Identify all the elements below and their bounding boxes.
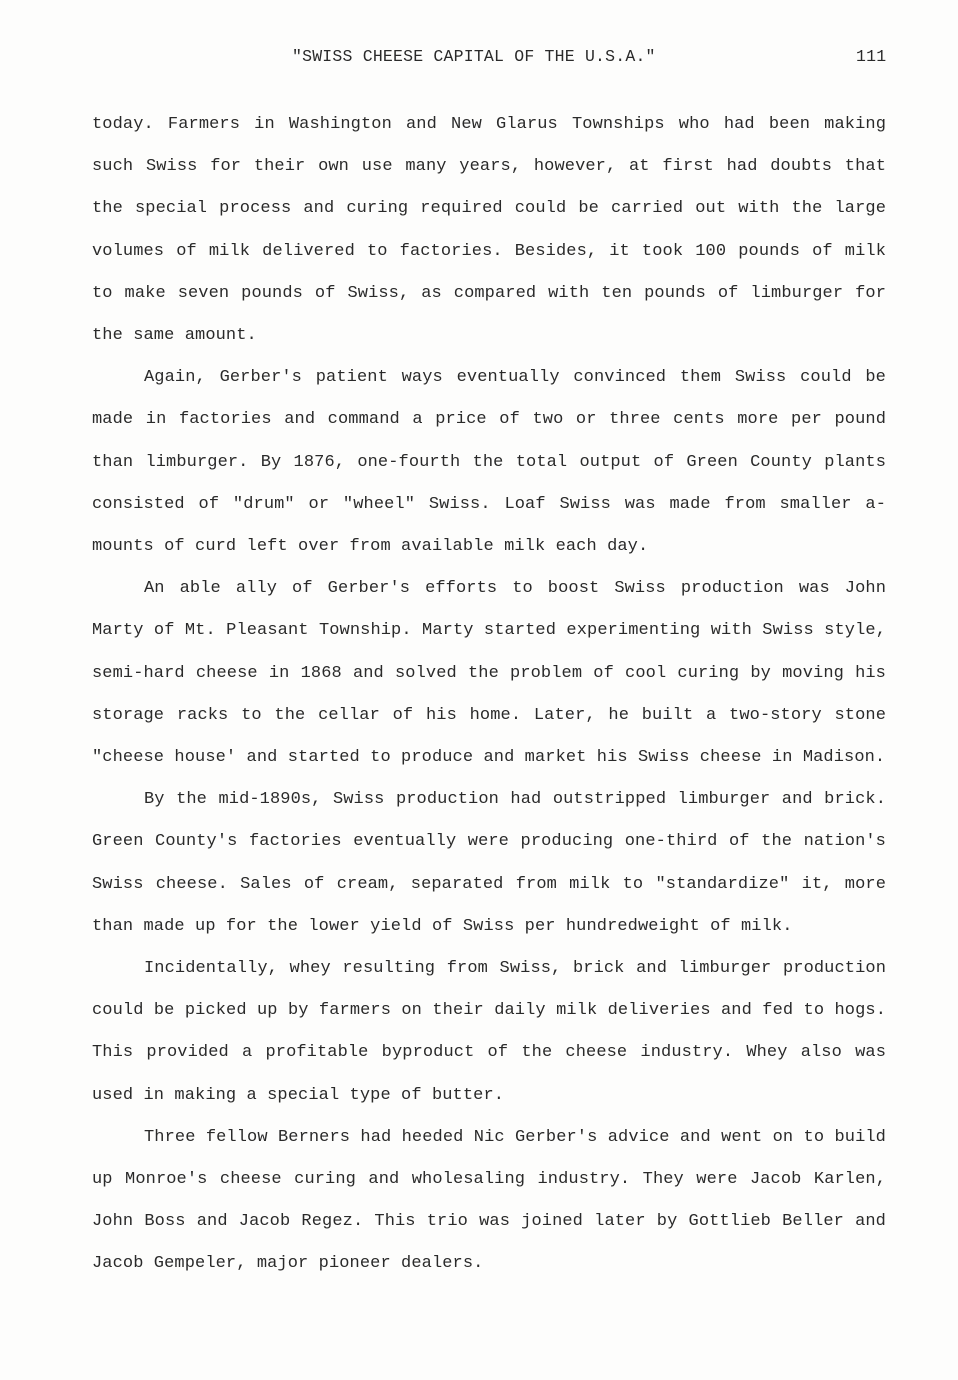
paragraph: Again, Gerber's patient ways eventually convinced them Swiss could be made in factories and command a price of two or three cents more per pound than limburger. By 1876, one-fourth the total output of Green County plants consisted of "drum" or "wheel" Swiss. Loaf Swiss was made from smaller a-mounts of curd left over from available milk each day. [92, 368, 886, 557]
paragraph: By the mid-1890s, Swiss production had outstripped limburger and brick. Green County's factories eventually were producing one-third of the nation's Swiss cheese. Sales of cream, separated from milk to "standardize" it, more than made up for the lower yield of Swiss per hundredweight of milk. [92, 790, 886, 936]
page-number: 111 [856, 47, 887, 66]
running-header [0, 47, 958, 71]
body-text [92, 104, 886, 1286]
paragraph: today. Farmers in Washington and New Glarus Townships who had been making such Swiss for their own use many years, however, at first had doubts that the special process and curing required could be carried out with the large volumes of milk delivered to factories. Besides, it took 100 pounds of milk to make seven pounds of Swiss, as compared with ten pounds of limburger for the same amount. [92, 115, 886, 346]
paragraph: Three fellow Berners had heeded Nic Gerber's advice and went on to build up Monroe's cheese curing and wholesaling industry. They were Jacob Karlen, John Boss and Jacob Regez. This trio was joined later by Gottlieb Beller and Jacob Gempeler, major pioneer dealers. [92, 1127, 886, 1274]
paragraph: An able ally of Gerber's efforts to boost Swiss production was John Marty of Mt. Pleasant Township. Marty started experimenting with Swiss style, semi-hard cheese in 1868 and solved the problem of cool curing by moving his storage racks to the cellar of his home. Later, he built a two-story stone "cheese house' and started to produce and market his Swiss cheese in Madison. [92, 579, 886, 768]
running-title: "SWISS CHEESE CAPITAL OF THE U.S.A." [292, 47, 656, 66]
paragraph: Incidentally, whey resulting from Swiss, brick and limburger production could be picked up by farmers on their daily milk deliveries and fed to hogs. This provided a profitable byproduct of the cheese industry. Whey also was used in making a special type of butter. [92, 959, 886, 1105]
